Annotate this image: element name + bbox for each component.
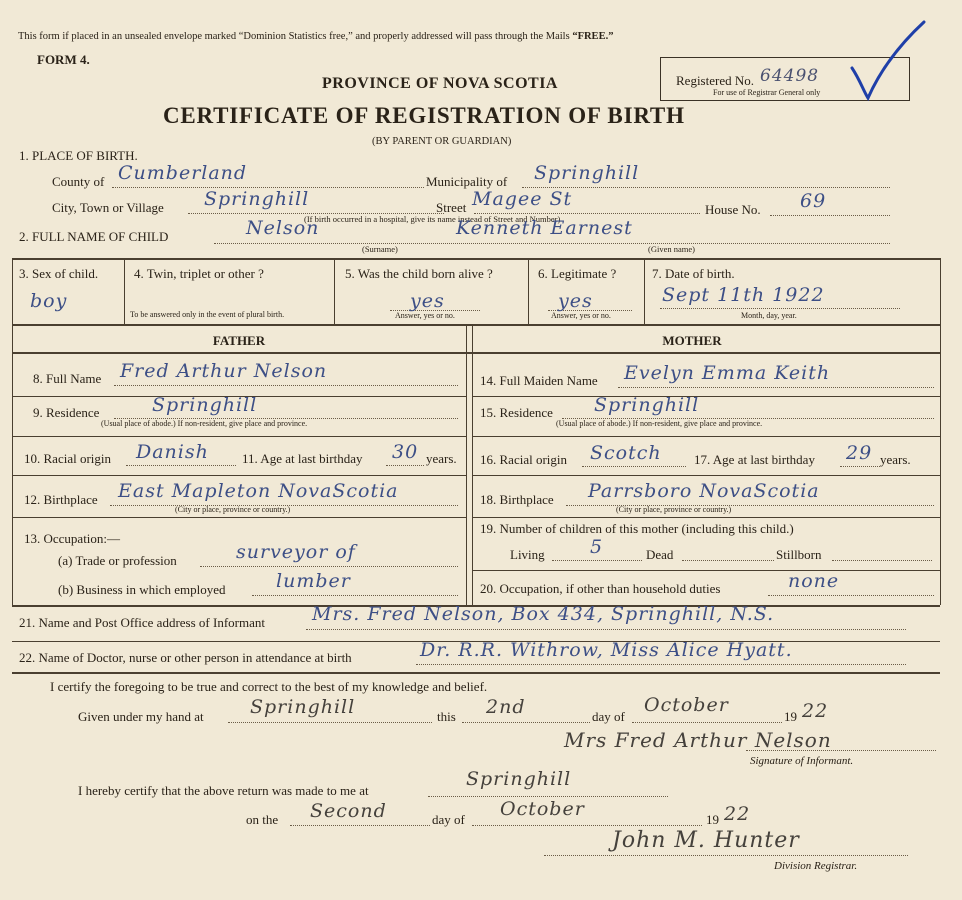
doctor-value: Dr. R.R. Withrow, Miss Alice Hyatt. bbox=[420, 639, 793, 661]
registrar-year-prefix: 19 bbox=[706, 812, 719, 827]
house-label: House No. bbox=[705, 202, 761, 217]
given-year: 22 bbox=[802, 700, 829, 722]
city-value: Springhill bbox=[204, 188, 310, 210]
mother-residence-label: 15. Residence bbox=[480, 405, 553, 420]
informant-value: Mrs. Fred Nelson, Box 434, Springhill, N.S. bbox=[312, 603, 775, 625]
living-label: Living bbox=[510, 547, 545, 562]
mother-occupation: none bbox=[788, 570, 840, 592]
check-mark-icon bbox=[830, 16, 930, 106]
child-surname: Nelson bbox=[246, 217, 320, 239]
mother-age-label: 17. Age at last birthday bbox=[694, 452, 815, 467]
registrar-note: For use of Registrar General only bbox=[713, 88, 821, 97]
form-number: FORM 4. bbox=[37, 52, 90, 67]
mail-note: This form if placed in an unsealed envelope marked “Dominion Statistics free,” and properly addressed will pass through the Mails “FREE.” bbox=[18, 31, 614, 42]
father-name: Fred Arthur Nelson bbox=[120, 360, 328, 382]
mother-birthplace-label: 18. Birthplace bbox=[480, 492, 554, 507]
registrar-statement: I hereby certify that the above return was made to me at bbox=[78, 783, 369, 798]
father-age-label: 11. Age at last birthday bbox=[242, 451, 363, 466]
this-label: this bbox=[437, 709, 456, 724]
city-label: City, Town or Village bbox=[52, 200, 164, 215]
given-year-prefix: 19 bbox=[784, 709, 797, 724]
trade-value: surveyor of bbox=[236, 541, 356, 563]
children-count-label: 19. Number of children of this mother (including this child.) bbox=[480, 521, 794, 536]
page-subtitle: (BY PARENT OR GUARDIAN) bbox=[372, 136, 512, 147]
alive-label: 5. Was the child born alive ? bbox=[345, 266, 493, 281]
business-value: lumber bbox=[276, 570, 351, 592]
dob-value: Sept 11th 1922 bbox=[662, 284, 825, 306]
legitimate-value: yes bbox=[558, 290, 593, 312]
mother-birthplace-note: (City or place, province or country.) bbox=[616, 505, 732, 514]
street-label: Street bbox=[436, 200, 467, 215]
father-name-label: 8. Full Name bbox=[33, 371, 102, 386]
father-age: 30 bbox=[392, 441, 419, 463]
sex-label: 3. Sex of child. bbox=[19, 266, 99, 281]
hospital-note: (If birth occurred in a hospital, give its name instead of Street and Number) bbox=[304, 214, 561, 224]
mother-racial-label: 16. Racial origin bbox=[480, 452, 568, 467]
registered-number: 64498 bbox=[760, 66, 820, 86]
mother-residence-note: (Usual place of abode.) If non-resident, give place and province. bbox=[556, 419, 763, 428]
mother-maiden-name: Evelyn Emma Keith bbox=[624, 362, 831, 384]
father-residence-note: (Usual place of abode.) If non-resident, give place and province. bbox=[101, 419, 308, 428]
father-racial-label: 10. Racial origin bbox=[24, 451, 112, 466]
registrar-year: 22 bbox=[724, 803, 751, 825]
mother-age: 29 bbox=[846, 442, 873, 464]
registrar-month: October bbox=[500, 798, 585, 820]
mother-heading: MOTHER bbox=[662, 333, 722, 348]
father-birthplace: East Mapleton NovaScotia bbox=[118, 480, 399, 502]
business-label: (b) Business in which employed bbox=[58, 582, 226, 597]
given-place: Springhill bbox=[250, 696, 356, 718]
surname-note: (Surname) bbox=[362, 244, 398, 254]
house-value: 69 bbox=[800, 190, 827, 212]
twin-note: To be answered only in the event of plural birth. bbox=[130, 310, 285, 319]
living-value: 5 bbox=[590, 536, 604, 558]
given-day-of-label: day of bbox=[592, 709, 625, 724]
municipality-value: Springhill bbox=[534, 162, 640, 184]
father-residence-label: 9. Residence bbox=[33, 405, 100, 420]
father-years-label: years. bbox=[426, 451, 457, 466]
mother-name-label: 14. Full Maiden Name bbox=[480, 373, 598, 388]
alive-note: Answer, yes or no. bbox=[395, 311, 455, 320]
registrar-signature-label: Division Registrar. bbox=[774, 860, 858, 872]
sex-value: boy bbox=[30, 290, 68, 312]
father-racial-origin: Danish bbox=[136, 441, 209, 463]
given-under-label: Given under my hand at bbox=[78, 709, 204, 724]
given-note: (Given name) bbox=[648, 244, 695, 254]
alive-value: yes bbox=[410, 290, 445, 312]
legitimate-note: Answer, yes or no. bbox=[551, 311, 611, 320]
mother-occupation-label: 20. Occupation, if other than household duties bbox=[480, 581, 721, 596]
registered-label: Registered No. bbox=[676, 73, 754, 88]
mother-years-label: years. bbox=[880, 452, 911, 467]
legitimate-label: 6. Legitimate ? bbox=[538, 266, 617, 281]
child-name-label: 2. FULL NAME OF CHILD bbox=[19, 229, 169, 244]
certify-statement: I certify the foregoing to be true and correct to the best of my knowledge and belief. bbox=[50, 679, 488, 694]
child-given-name: Kenneth Earnest bbox=[456, 217, 633, 239]
informant-label: 21. Name and Post Office address of Informant bbox=[19, 615, 265, 630]
registrar-on-label: on the bbox=[246, 812, 279, 827]
county-value: Cumberland bbox=[118, 162, 248, 184]
father-birthplace-note: (City or place, province or country.) bbox=[175, 505, 291, 514]
mother-racial-origin: Scotch bbox=[590, 442, 662, 464]
given-day: 2nd bbox=[486, 696, 526, 718]
page-title: CERTIFICATE OF REGISTRATION OF BIRTH bbox=[163, 103, 685, 128]
informant-signature: Mrs Fred Arthur Nelson bbox=[564, 728, 832, 752]
father-residence: Springhill bbox=[152, 394, 258, 416]
county-label: County of bbox=[52, 174, 105, 189]
doctor-label: 22. Name of Doctor, nurse or other person in attendance at birth bbox=[19, 650, 352, 665]
dob-label: 7. Date of birth. bbox=[652, 266, 735, 281]
occupation-label: 13. Occupation:— bbox=[24, 531, 121, 546]
dob-note: Month, day, year. bbox=[741, 311, 797, 320]
trade-label: (a) Trade or profession bbox=[58, 553, 177, 568]
given-month: October bbox=[644, 694, 729, 716]
registrar-signature: John M. Hunter bbox=[612, 828, 800, 853]
province-heading: PROVINCE OF NOVA SCOTIA bbox=[322, 75, 558, 92]
registrar-place: Springhill bbox=[466, 768, 572, 790]
informant-signature-label: Signature of Informant. bbox=[750, 755, 854, 767]
dead-label: Dead bbox=[646, 547, 674, 562]
municipality-label: Municipality of bbox=[426, 174, 508, 189]
registrar-day-of-label: day of bbox=[432, 812, 465, 827]
registrar-day: Second bbox=[310, 800, 387, 822]
mother-birthplace: Parrsboro NovaScotia bbox=[588, 480, 820, 502]
stillborn-label: Stillborn bbox=[776, 547, 822, 562]
mother-residence: Springhill bbox=[594, 394, 700, 416]
father-heading: FATHER bbox=[212, 333, 266, 348]
place-of-birth-heading: 1. PLACE OF BIRTH. bbox=[19, 148, 138, 163]
street-value: Magee St bbox=[472, 188, 573, 210]
twin-label: 4. Twin, triplet or other ? bbox=[134, 266, 264, 281]
father-birthplace-label: 12. Birthplace bbox=[24, 492, 98, 507]
